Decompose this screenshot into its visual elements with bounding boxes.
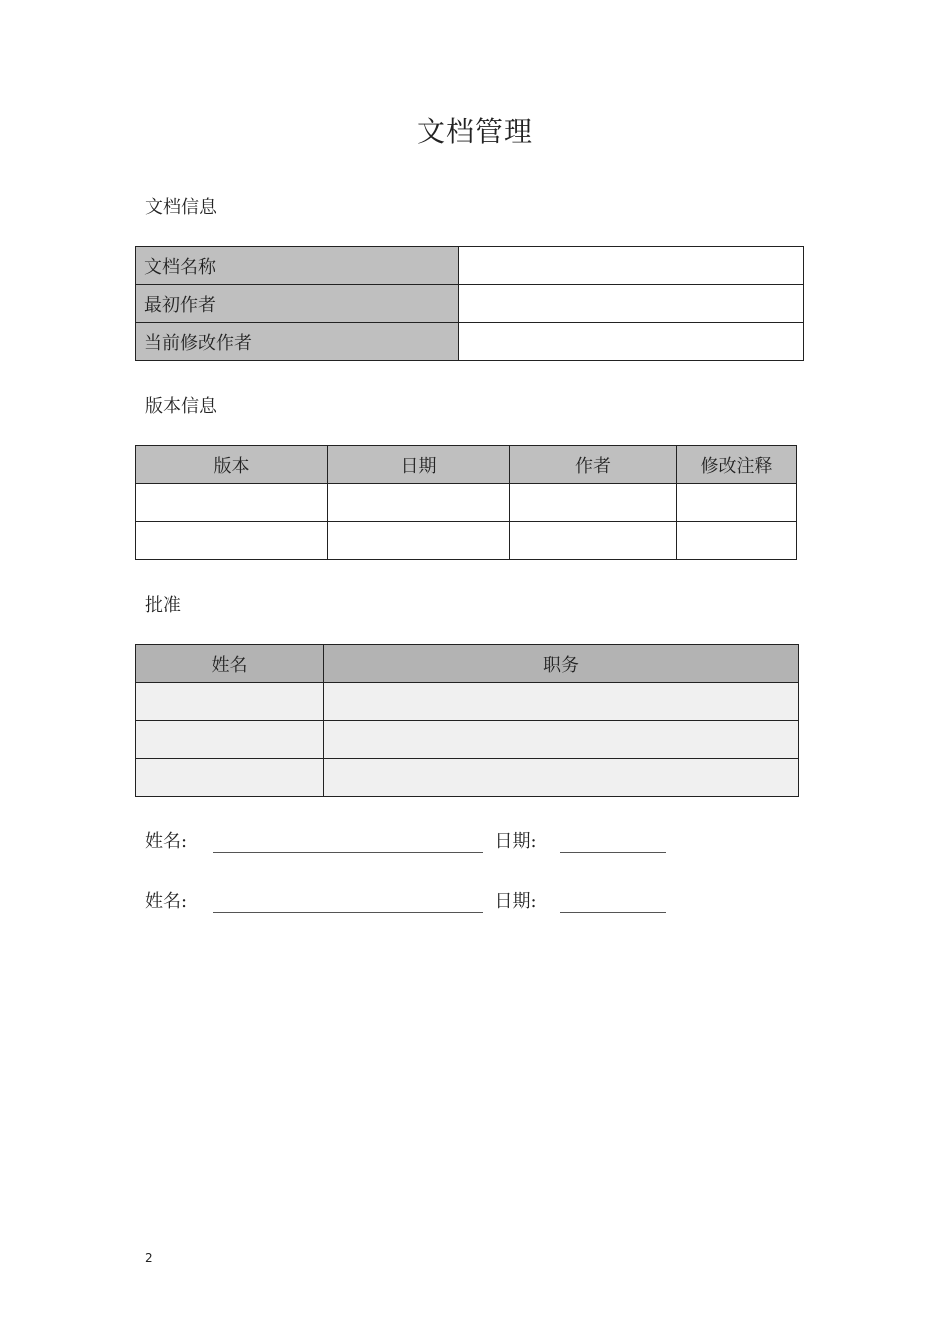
- version-info-heading: 版本信息: [145, 396, 217, 417]
- approver-position-cell[interactable]: [324, 721, 799, 759]
- table-row: [136, 721, 799, 759]
- signature-date-field[interactable]: [560, 894, 666, 913]
- signature-name-field[interactable]: [213, 894, 483, 913]
- table-row: [136, 285, 804, 323]
- signature-line: [145, 887, 666, 913]
- signature-date-label: 日期:: [494, 831, 537, 852]
- notes-cell[interactable]: [677, 484, 797, 522]
- signature-name-field[interactable]: [213, 834, 483, 853]
- table-header-row: [136, 446, 797, 484]
- column-header-date: 日期: [328, 446, 510, 484]
- version-cell[interactable]: [136, 522, 328, 560]
- signature-name-label: 姓名:: [145, 831, 188, 852]
- column-header-version: 版本: [136, 446, 328, 484]
- doc-info-value[interactable]: [459, 247, 804, 285]
- table-row: [136, 323, 804, 361]
- approval-heading: 批准: [145, 595, 181, 616]
- author-cell[interactable]: [510, 484, 677, 522]
- doc-info-value[interactable]: [459, 285, 804, 323]
- table-row: [136, 759, 799, 797]
- page-number: 2: [145, 1251, 153, 1265]
- approval-table: [135, 644, 799, 797]
- approver-position-cell[interactable]: [324, 683, 799, 721]
- date-cell[interactable]: [328, 522, 510, 560]
- doc-info-value[interactable]: [459, 323, 804, 361]
- column-header-notes: 修改注释: [677, 446, 797, 484]
- table-row: [136, 247, 804, 285]
- approver-name-cell[interactable]: [136, 721, 324, 759]
- table-row: [136, 683, 799, 721]
- doc-info-label: 文档名称: [136, 247, 459, 285]
- doc-info-table: [135, 246, 804, 361]
- doc-info-label: 最初作者: [136, 285, 459, 323]
- column-header-position: 职务: [324, 645, 799, 683]
- doc-info-label: 当前修改作者: [136, 323, 459, 361]
- approver-position-cell[interactable]: [324, 759, 799, 797]
- signature-line: [145, 827, 666, 853]
- page-title: 文档管理: [416, 115, 533, 148]
- date-cell[interactable]: [328, 484, 510, 522]
- doc-info-heading: 文档信息: [145, 197, 217, 218]
- signature-date-label: 日期:: [494, 891, 537, 912]
- column-header-name: 姓名: [136, 645, 324, 683]
- table-row: [136, 522, 797, 560]
- version-info-table: [135, 445, 797, 560]
- author-cell[interactable]: [510, 522, 677, 560]
- approver-name-cell[interactable]: [136, 683, 324, 721]
- column-header-author: 作者: [510, 446, 677, 484]
- table-row: [136, 484, 797, 522]
- signature-date-field[interactable]: [560, 834, 666, 853]
- version-cell[interactable]: [136, 484, 328, 522]
- table-header-row: [136, 645, 799, 683]
- notes-cell[interactable]: [677, 522, 797, 560]
- approver-name-cell[interactable]: [136, 759, 324, 797]
- signature-name-label: 姓名:: [145, 891, 188, 912]
